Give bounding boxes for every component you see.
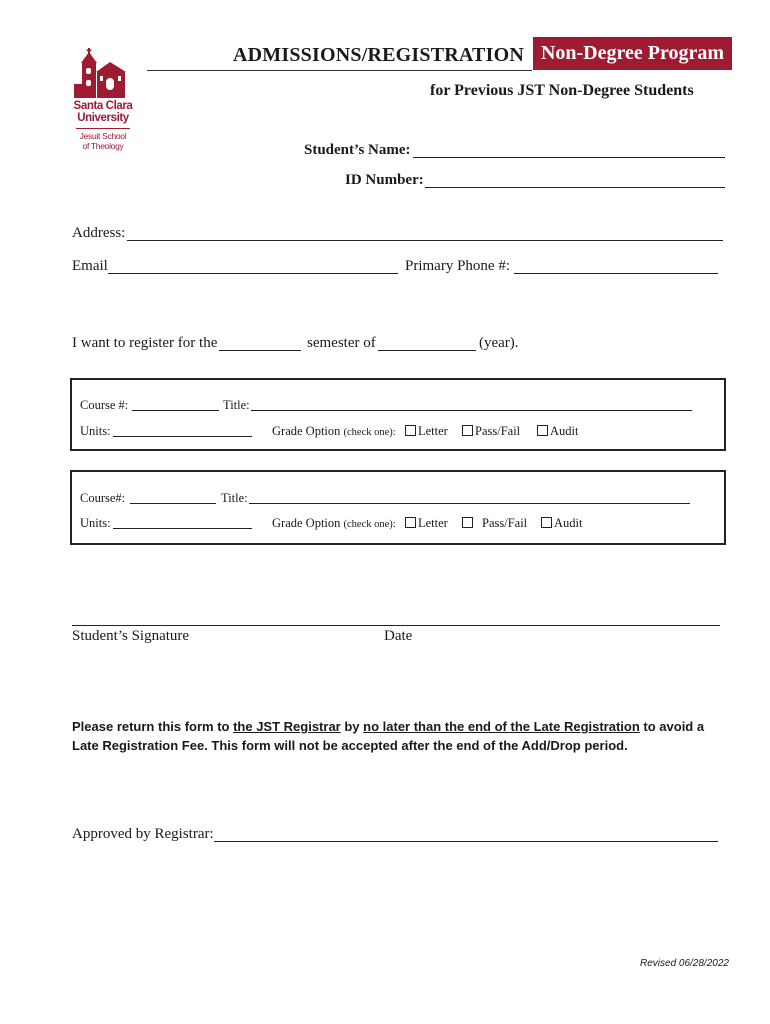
- course-box-2: [70, 470, 726, 545]
- course-1-option-audit[interactable]: [537, 424, 578, 439]
- course-2-option-passfail[interactable]: [462, 516, 527, 531]
- course-1-units-label: Units:: [80, 424, 111, 438]
- course-2-grade-text: Grade Option: [272, 516, 341, 530]
- address-label: Address:: [72, 225, 126, 241]
- course-2-number-field[interactable]: [130, 503, 216, 504]
- checkbox-icon[interactable]: [541, 517, 552, 528]
- course-1-option-passfail[interactable]: [462, 424, 520, 439]
- checkbox-icon[interactable]: [462, 425, 473, 436]
- signature-date-field[interactable]: [72, 625, 720, 626]
- option-label: Pass/Fail: [475, 424, 521, 438]
- logo-line-1: Santa Clara: [73, 100, 133, 112]
- note-text-1: Please return this form to: [72, 719, 234, 734]
- checkbox-icon[interactable]: [405, 517, 416, 528]
- header-rule: [147, 70, 532, 71]
- address-field[interactable]: [127, 240, 723, 241]
- course-1-number-label: Course #:: [80, 398, 129, 412]
- logo-school-line-1: Jesuit School: [79, 131, 127, 141]
- course-2-units-label: Units:: [80, 516, 111, 530]
- note-registrar: the JST Registrar: [233, 719, 341, 734]
- checkbox-icon[interactable]: [405, 425, 416, 436]
- form-subtitle: for Previous JST Non-Degree Students: [430, 82, 694, 99]
- logo-school-line-2: of Theology: [82, 141, 124, 151]
- course-2-title-label: Title:: [221, 491, 248, 505]
- option-label: Letter: [418, 516, 448, 530]
- option-label: Letter: [418, 424, 448, 438]
- email-field[interactable]: [108, 273, 398, 274]
- course-2-title-field[interactable]: [249, 503, 690, 504]
- return-instructions: [72, 717, 732, 755]
- course-2-units-field[interactable]: [113, 528, 252, 529]
- checkbox-icon[interactable]: [537, 425, 548, 436]
- course-1-number-field[interactable]: [132, 410, 219, 411]
- program-badge: Non-Degree Program: [533, 37, 732, 70]
- course-2-grade-hint: (check one):: [343, 519, 396, 530]
- register-text-2: semester of: [307, 335, 376, 351]
- course-1-title-label: Title:: [223, 398, 250, 412]
- option-label: Audit: [550, 424, 579, 438]
- approval-field[interactable]: [214, 841, 718, 842]
- year-field[interactable]: [378, 350, 476, 351]
- approval-label: Approved by Registrar:: [72, 826, 214, 842]
- student-name-label: Student’s Name:: [304, 142, 411, 158]
- option-label: Pass/Fail: [482, 516, 528, 530]
- id-number-label: ID Number:: [345, 172, 424, 188]
- checkbox-icon[interactable]: [462, 517, 473, 528]
- logo-school-name: [70, 131, 136, 151]
- university-logo: [70, 48, 136, 151]
- course-2-option-audit[interactable]: [541, 516, 582, 531]
- course-2-grade-label: [272, 516, 396, 531]
- phone-label: Primary Phone #:: [405, 258, 510, 274]
- course-2-number-label: Course#:: [80, 491, 126, 505]
- course-1-units-field[interactable]: [113, 436, 252, 437]
- id-number-field[interactable]: [425, 187, 725, 188]
- course-1-title-field[interactable]: [251, 410, 692, 411]
- course-1-grade-text: Grade Option: [272, 424, 341, 438]
- revised-date: Revised 06/28/2022: [640, 958, 729, 969]
- course-1-grade-hint: (check one):: [343, 427, 396, 438]
- course-2-option-letter[interactable]: [405, 516, 448, 531]
- note-text-2: by: [340, 719, 364, 734]
- student-name-field[interactable]: [413, 157, 725, 158]
- logo-divider: [76, 128, 130, 129]
- course-box-1: [70, 378, 726, 451]
- logo-line-2: University: [77, 112, 129, 124]
- option-label: Audit: [554, 516, 583, 530]
- mission-church-icon: [70, 48, 136, 100]
- note-deadline: no later than the end of the Late Registration: [363, 719, 640, 734]
- course-1-option-letter[interactable]: [405, 424, 448, 439]
- signature-label: Student’s Signature: [72, 628, 190, 644]
- register-text-3: (year).: [479, 335, 519, 351]
- semester-field[interactable]: [219, 350, 301, 351]
- phone-field[interactable]: [514, 273, 718, 274]
- logo-university-name: [70, 100, 136, 124]
- register-text-1: I want to register for the: [72, 335, 218, 351]
- form-title: ADMISSIONS/REGISTRATION: [233, 44, 524, 66]
- date-label: Date: [384, 628, 413, 644]
- note-text-3: to avoid a Late Registration Fee. This form will not be accepted after the end of the Add/Drop period.: [72, 719, 705, 753]
- course-1-grade-label: [272, 424, 396, 439]
- email-label: Email: [72, 258, 108, 274]
